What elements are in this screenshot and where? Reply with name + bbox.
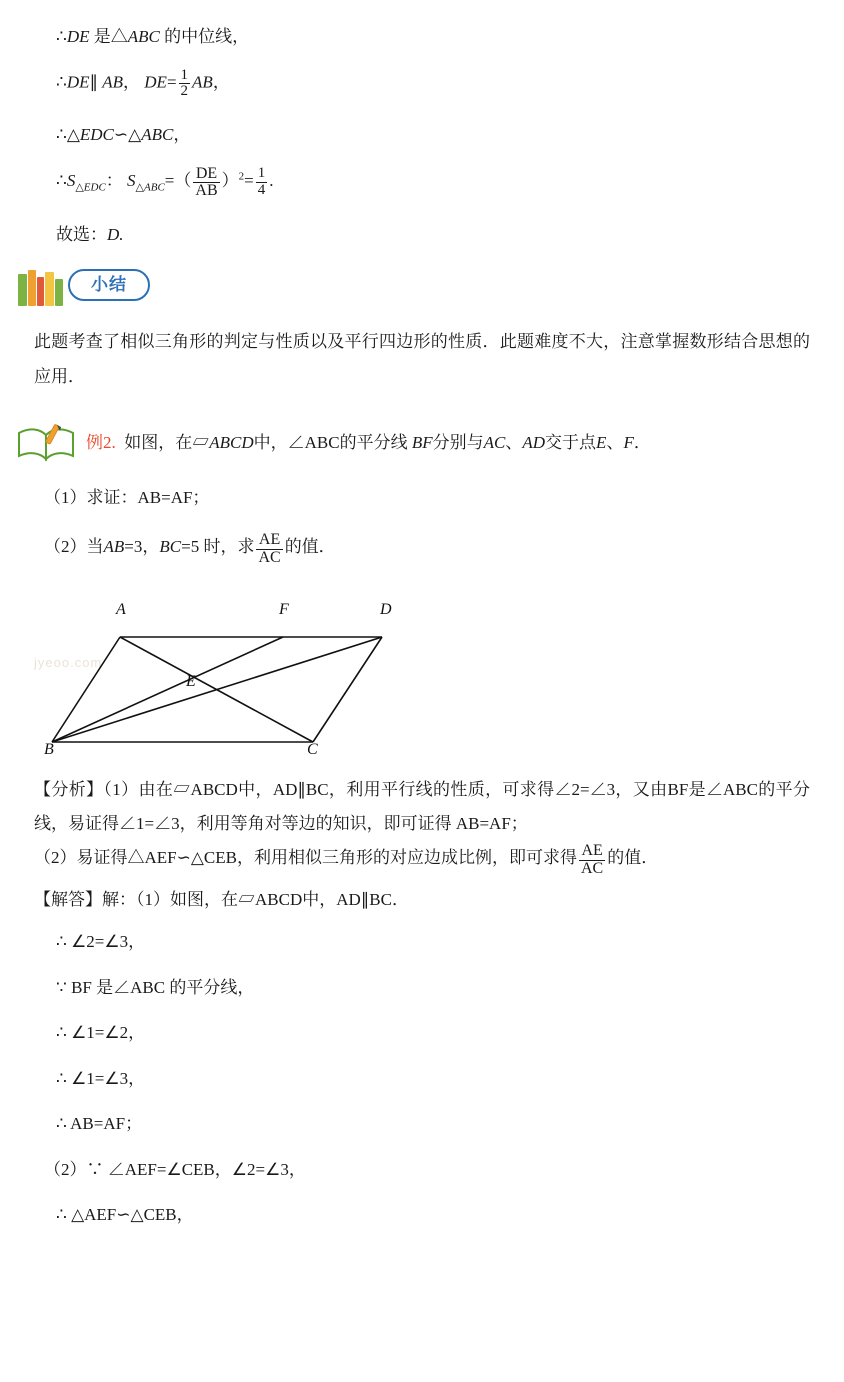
vertex-label-c: C <box>307 741 318 759</box>
example-stem-mid: 中， <box>253 432 288 452</box>
example-question-1: （1）求证：AB=AF； <box>44 487 210 507</box>
geometry-figure <box>0 577 844 767</box>
analysis-block <box>0 773 844 841</box>
example-stem-tail: 的平分线 <box>339 432 408 452</box>
summary-section-header <box>0 266 844 312</box>
example-comma-2: 、 <box>606 432 624 452</box>
example-question-2 <box>0 510 844 567</box>
example-angle: ∠ABC <box>287 432 340 452</box>
example-seg-bf: BF <box>411 432 433 452</box>
vertex-label-b: B <box>44 741 54 759</box>
vertex-label-f: F <box>279 601 289 619</box>
answer-lead <box>0 883 844 917</box>
example-quad-name: ABCD <box>209 432 254 452</box>
answer-step-6: （2）∵ ∠AEF=∠CEB，∠2=∠3， <box>44 1159 306 1179</box>
q2-prefix: （2）当 <box>44 537 104 557</box>
summary-text: 此题考查了相似三角形的判定与性质以及平行四边形的性质．此题难度不大，注意掌握数形结合思想的应用． <box>34 331 810 387</box>
vertex-label-d: D <box>380 601 392 619</box>
example-comma-1: 、 <box>505 432 523 452</box>
q2-bc: BC <box>159 537 182 557</box>
solution-block-top <box>0 0 844 248</box>
open-book-icon <box>16 423 78 463</box>
example-parallelogram-symbol: ▱ <box>192 432 210 452</box>
example-header <box>0 421 844 465</box>
analysis-fraction <box>579 843 605 878</box>
solution-line-3: ∴△EDC∽△ABC， <box>56 125 191 144</box>
answer-lead-text: 解：（1）如图，在▱ABCD中，AD∥BC． <box>102 890 409 910</box>
q2-eq2: =5 时，求 <box>181 537 255 557</box>
solution-line-1: ∴DE 是△ABC 的中位线， <box>56 27 250 46</box>
answer-step-1: ∴ ∠2=∠3， <box>56 932 146 952</box>
analysis-paragraph-2 <box>0 841 844 877</box>
analysis-p2-pre: （2）易证得△AEF∽△CEB，利用相似三角形的对应边成比例，即可求得 <box>34 848 577 868</box>
example-label: 例 <box>86 432 103 452</box>
answer-step-4: ∴ ∠1=∠3， <box>56 1068 146 1088</box>
example-seg-ad: AD <box>522 432 546 452</box>
answer-step-3: ∴ ∠1=∠2， <box>56 1023 146 1043</box>
answer-step-5: ∴ AB=AF； <box>56 1114 143 1134</box>
answer-step-7: ∴ △AEF∽△CEB， <box>56 1205 194 1225</box>
example-point-f: F <box>623 432 634 452</box>
q2-fraction <box>256 532 282 567</box>
example-number: 2. <box>103 432 116 452</box>
analysis-tag: 【分析】 <box>34 780 104 800</box>
watermark: jyeoo.com <box>34 655 103 671</box>
vertex-label-e: E <box>186 673 196 691</box>
analysis-fraction-numerator: AE <box>581 841 603 859</box>
answer-tag: 【解答】 <box>34 890 102 910</box>
summary-badge-label: 小结 <box>91 274 127 294</box>
example-stem-prefix: 如图，在 <box>124 432 193 452</box>
answer-step-2: ∵ BF 是∠ABC 的平分线， <box>56 977 255 997</box>
q2-fraction-denominator: AC <box>258 549 281 567</box>
analysis-paragraph-1: （1）由在▱ABCD中，AD∥BC，利用平行线的性质，可求得∠2=∠3，又由BF是∠ABC的平分线，易证得∠1=∠3，利用等角对等边的知识，即可证得 AB=AF； <box>34 780 810 834</box>
analysis-fraction-denominator: AC <box>581 859 604 877</box>
solution-line-4: $\therefore S_{\triangle EDC}$： $S_{\triangle ABC}=$（ $\frac{DE}{AB}$ ）$^2$= $\frac{1}{4}$ . <box>56 164 274 200</box>
q2-eq1: =3， <box>124 537 160 557</box>
example-stem-tail3: 交于点 <box>545 432 597 452</box>
q2-tail: 的值． <box>284 537 336 557</box>
analysis-p2-tail: 的值． <box>607 848 659 868</box>
vertex-label-a: A <box>116 601 126 619</box>
summary-badge <box>68 269 150 301</box>
solution-line-2: ∴DE∥ AB， DE= $\frac{1}{2}$ AB， <box>56 66 230 100</box>
example-point-e: E <box>596 432 607 452</box>
books-icon <box>18 270 66 306</box>
q2-fraction-numerator: AE <box>258 531 281 549</box>
example-period: ． <box>633 432 651 452</box>
solution-final-choice: 故选：D. <box>56 225 124 245</box>
example-stem-tail2: 分别与 <box>432 432 484 452</box>
example-seg-ac: AC <box>483 432 506 452</box>
q2-ab: AB <box>103 537 125 557</box>
